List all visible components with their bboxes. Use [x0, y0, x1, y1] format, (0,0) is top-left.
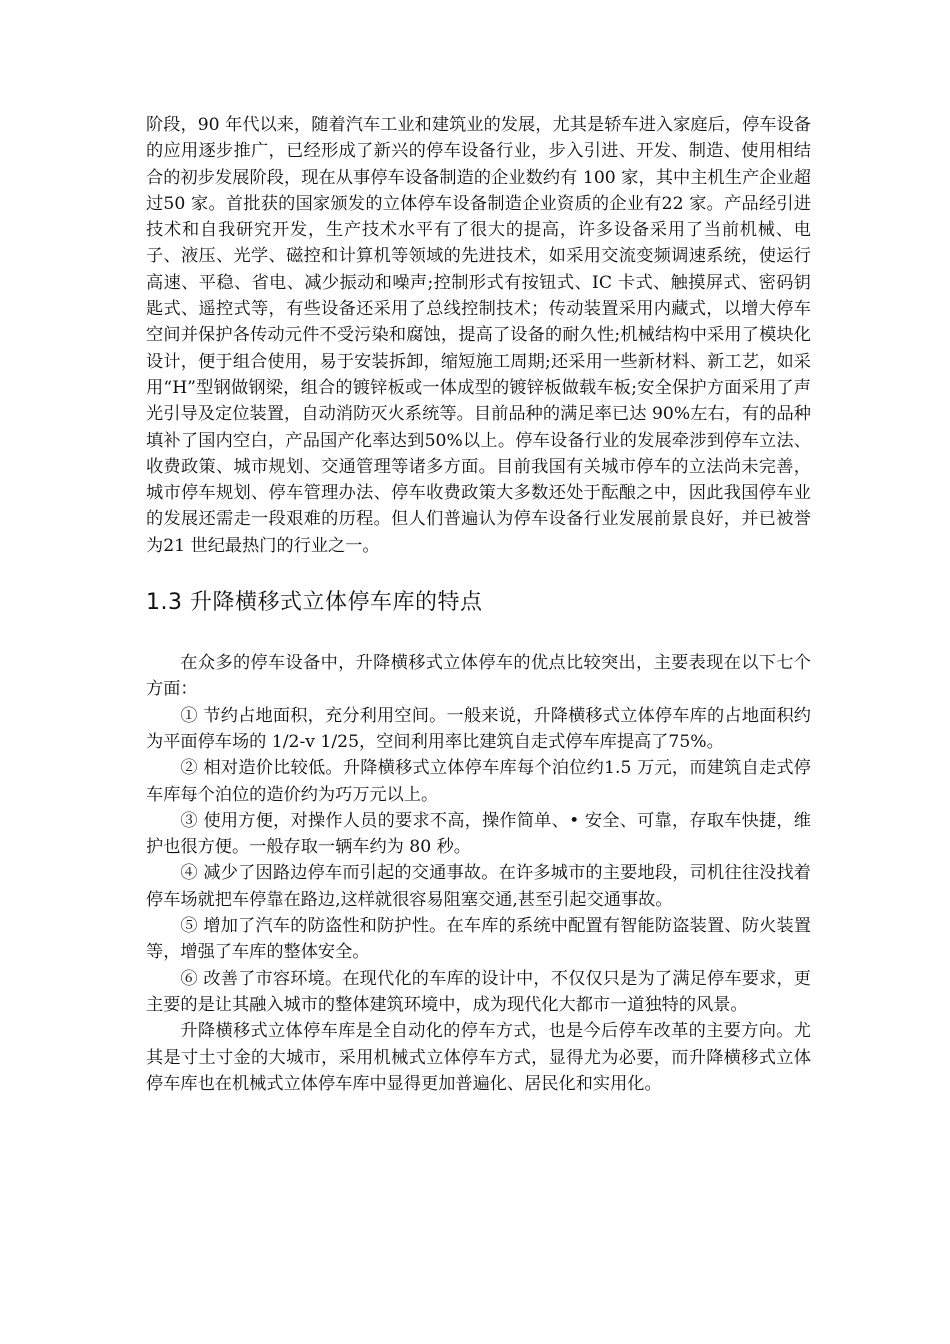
continued-paragraph: 阶段，90 年代以来，随着汽车工业和建筑业的发展，尤其是轿车进入家庭后，停车设备的应用逐步推广，已经形成了新兴的停车设备行业，步入引进、开发、制造、使用相结合的初步发展阶段，现在从事停车设备制造的企业数约有 100 家，其中主机生产企业超过50 家。首批获的国家颁发的立体停车设备制造企业资质的企业有22 家。产品经引进技术和自我研究开发，生产技术水平有了很大的提高，许多设备采用了当前机械、电子、液压、光学、磁控和计算机等领域的先进技术，如采用交流变频调速系统，使运行高速、平稳、省电、减少振动和噪声;控制形式有按钮式、IC 卡式、触摸屏式、密码钥匙式、遥控式等，有些设备还采用了总线控制技术；传动装置采用内藏式，以增大停车空间并保护各传动元件不受污染和腐蚀，提高了设备的耐久性;机械结构中采用了模块化设计，便于组合使用，易于安装拆卸，缩短施工周期;还采用一些新材料、新工艺，如采用“H”型钢做钢梁，组合的镀锌板或一体成型的镀锌板做载车板;安全保护方面采用了声光引导及定位装置，自动消防灭火系统等。目前品种的满足率已达 90%左右，有的品种填补了国内空白，产品国产化率达到50%以上。停车设备行业的发展牵涉到停车立法、收费政策、城市规划、交通管理等诸多方面。目前我国有关城市停车的立法尚未完善，城市停车规划、停车管理办法、停车收费政策大多数还处于酝酿之中，因此我国停车业的发展还需走一段艰难的历程。但人们普遍认为停车设备行业发展前景良好，并已被誉为21 世纪最热门的行业之一。 — [146, 115, 811, 556]
conclusion-paragraph: 升降横移式立体停车库是全自动化的停车方式，也是今后停车改革的主要方向。尤其是寸土寸金的大城市，采用机械式立体停车方式，显得尤为必要，而升降横移式立体停车库也在机械式立体停车库中显得更加普遍化、居民化和实用化。 — [146, 1021, 811, 1094]
point-2-paragraph: ② 相对造价比较低。升降横移式立体停车库每个泊位约1.5 万元，而建筑自走式停车库每个泊位的造价约为巧万元以上。 — [146, 758, 811, 805]
section-heading: 1.3 升降横移式立体停车库的特点 — [146, 590, 483, 616]
point-6-paragraph: ⑥ 改善了市容环境。在现代化的车库的设计中，不仅仅只是为了满足停车要求，更主要的是让其融入城市的整体建筑环境中，成为现代化大都市一道独特的风景。 — [146, 968, 811, 1015]
point-4-paragraph: ④ 减少了因路边停车而引起的交通事故。在许多城市的主要地段，司机往往没找着停车场就把车停靠在路边,这样就很容易阻塞交通,甚至引起交通事故。 — [146, 863, 811, 910]
point-3-paragraph: ③ 使用方便，对操作人员的要求不高，操作简单、• 安全、可靠，存取车快捷，维护也很方便。一般存取一辆车约为 80 秒。 — [146, 810, 811, 858]
section-intro-paragraph: 在众多的停车设备中，升降横移式立体停车的优点比较突出，主要表现在以下七个方面： — [146, 653, 811, 700]
document-page — [146, 112, 811, 1097]
point-5-paragraph: ⑤ 增加了汽车的防盗性和防护性。在车库的系统中配置有智能防盗装置、防火装置等，增强了车库的整体安全。 — [146, 916, 811, 963]
point-1-paragraph: ① 节约占地面积，充分利用空间。一般来说，升降横移式立体停车库的占地面积约为平面停车场的 1/2-v 1/25，空间利用率比建筑自走式停车库提高了75%。 — [146, 705, 811, 752]
